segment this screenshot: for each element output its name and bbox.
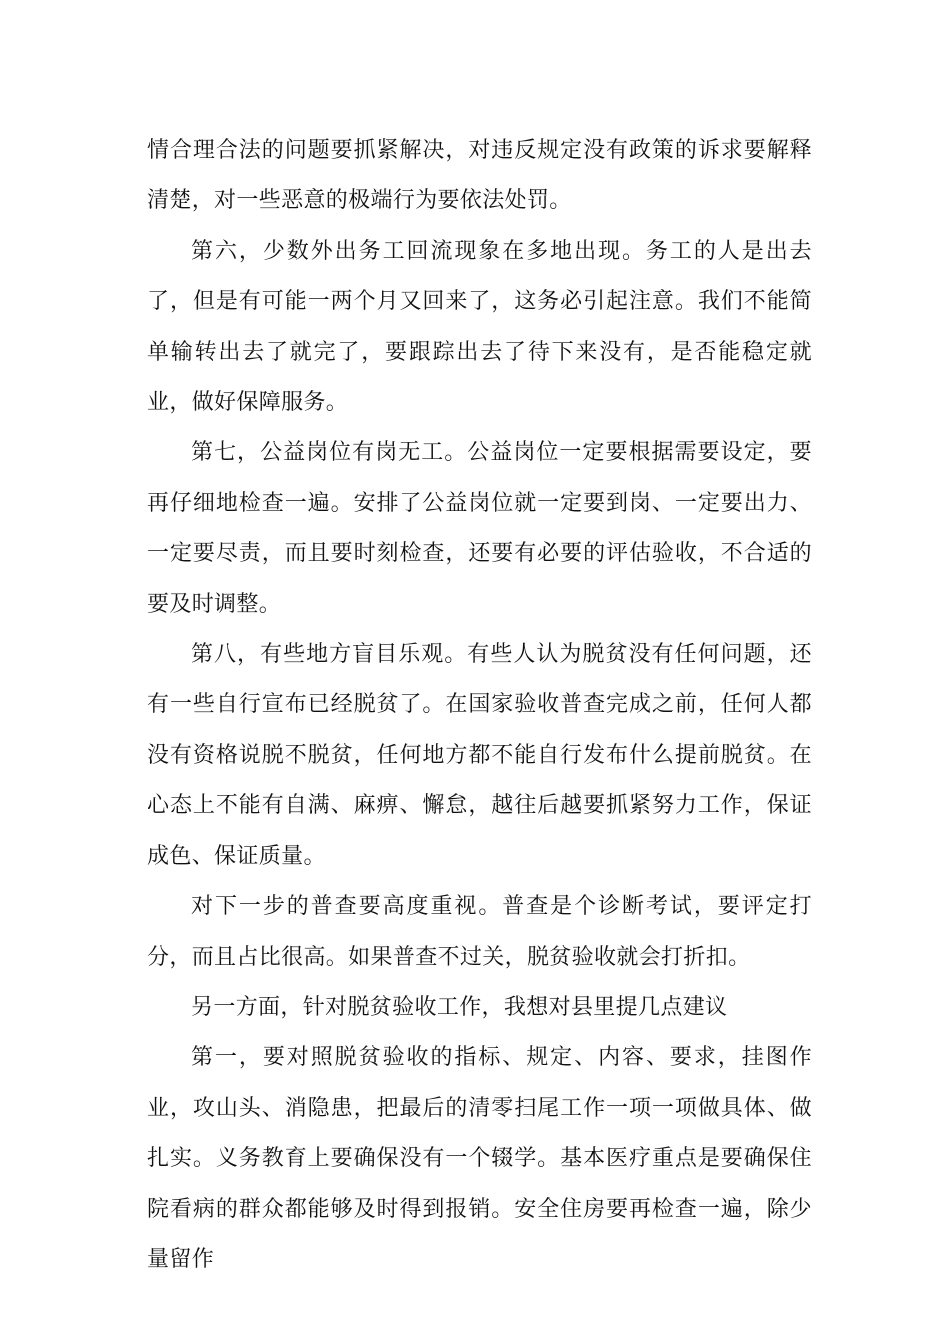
paragraph-suggestions-intro: 另一方面，针对脱贫验收工作，我想对县里提几点建议 xyxy=(191,994,728,1020)
paragraph-census: 对下一步的普查要高度重视。普查是个诊断考试，要评定打分，而且占比很高。如果普查不过关，脱贫验收就会打折扣。 xyxy=(147,894,812,970)
document-body xyxy=(147,126,812,1285)
paragraph-eighth-point: 第八，有些地方盲目乐观。有些人认为脱贫没有任何问题，还有一些自行宣布已经脱贫了。在国家验收普查完成之前，任何人都没有资格说脱不脱贫，任何地方都不能自行发布什么提前脱贫。在心态上不能有自满、麻痹、懈怠，越往后越要抓紧努力工作，保证成色、保证质量。 xyxy=(147,642,812,869)
paragraph-continued: 情合理合法的问题要抓紧解决，对违反规定没有政策的诉求要解释清楚，对一些恶意的极端行为要依法处罚。 xyxy=(147,138,812,214)
paragraph-first-suggestion: 第一，要对照脱贫验收的指标、规定、内容、要求，挂图作业，攻山头、消隐患，把最后的清零扫尾工作一项一项做具体、做扎实。义务教育上要确保没有一个辍学。基本医疗重点是要确保住院看病的群众都能够及时得到报销。安全住房要再检查一遍，除少量留作 xyxy=(147,1045,812,1272)
paragraph-sixth-point: 第六，少数外出务工回流现象在多地出现。务工的人是出去了，但是有可能一两个月又回来了，这务必引起注意。我们不能简单输转出去了就完了，要跟踪出去了待下来没有，是否能稳定就业，做好保障服务。 xyxy=(147,238,812,416)
paragraph-seventh-point: 第七，公益岗位有岗无工。公益岗位一定要根据需要设定，要再仔细地检查一遍。安排了公益岗位就一定要到岗、一定要出力、一定要尽责，而且要时刻检查，还要有必要的评估验收，不合适的要及时调整。 xyxy=(147,440,812,617)
